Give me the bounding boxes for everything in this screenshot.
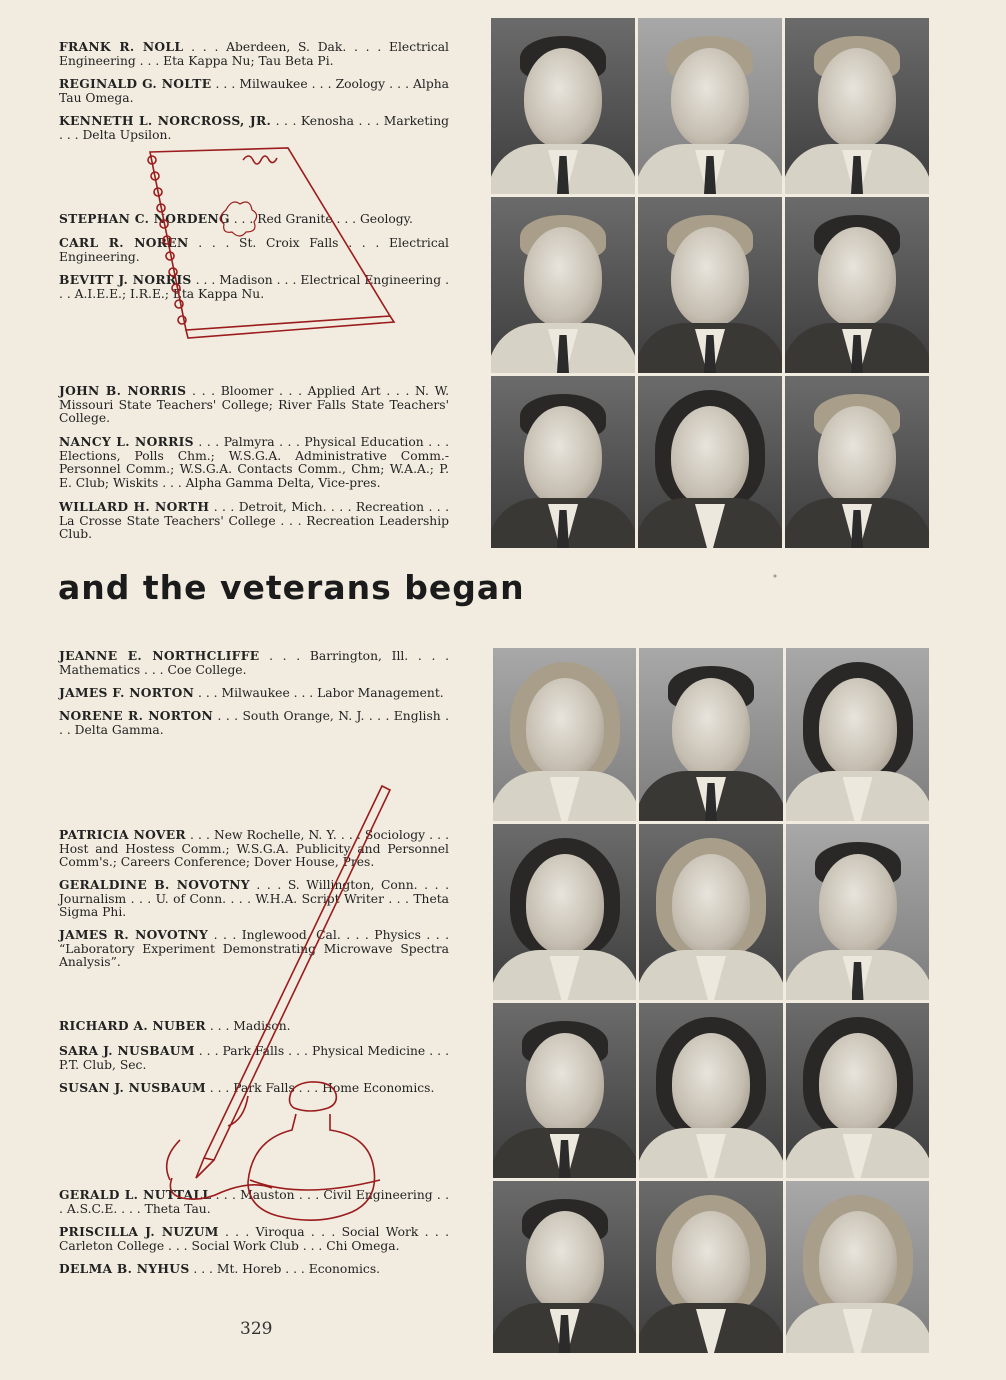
entry-sara-nusbaum (59, 1044, 449, 1072)
entry-carl-noren (59, 236, 449, 264)
entry-details: . . . Bloomer . . . Applied Art . . . N. W. Missouri State Teachers' College; River Falls State Teachers' College. (59, 384, 449, 425)
entry-name: JAMES F. NORTON (59, 685, 195, 700)
entry-details: . . . Mauston . . . Civil Engineering . . . A.S.C.E. . . . Theta Tau. (59, 1188, 449, 1216)
face-shape (672, 854, 750, 954)
face-shape (818, 227, 896, 327)
entry-stephan-nordeng (59, 212, 449, 227)
entry-details: . . . Kenosha . . . Marketing . . . Delta Upsilon. (59, 114, 450, 142)
portrait-photo-kenneth-norcross (785, 18, 929, 194)
portrait-photo-geraldine-novotny (639, 824, 783, 1000)
face-shape (526, 1211, 604, 1311)
entry-details: . . . Milwaukee . . . Labor Management. (194, 686, 444, 700)
face-shape (818, 406, 896, 506)
face-shape (819, 1033, 897, 1133)
face-shape (819, 1211, 897, 1311)
face-shape (672, 1033, 750, 1133)
entry-name: REGINALD G. NOLTE (59, 76, 212, 91)
face-shape (671, 406, 749, 506)
entry-reginald-nolte (59, 77, 449, 105)
entry-name: SARA J. NUSBAUM (59, 1043, 195, 1058)
entry-name: GERALD L. NUTTALL (59, 1187, 212, 1202)
page-number: 329 (240, 1319, 273, 1339)
portrait-photo-priscilla-nuzum (639, 1181, 783, 1353)
entry-details: . . . Madison . . . Electrical Engineering . . . A.I.E.E.; I.R.E.; Eta Kappa Nu. (59, 273, 449, 301)
face-shape (524, 227, 602, 327)
face-shape (819, 854, 897, 954)
entry-delma-nyhus (59, 1262, 449, 1277)
entry-details: . . . Palmyra . . . Physical Education . . . Elections, Polls Chm.; W.S.G.A. Administrative Comm.-Personnel Comm.; W.S.G.A. Contacts Comm., Chm; W.A.A.; P. E. Club; Wiskits . . . Alpha Gamma Delta, Vice-pres. (59, 435, 449, 490)
entry-details: . . . St. Croix Falls . . . Electrical Engineering. (59, 236, 449, 264)
portrait-photo-richard-nuber (493, 1003, 636, 1178)
portrait-photo-carl-noren (638, 197, 782, 373)
entry-details: . . . Detroit, Mich. . . . Recreation . . . La Crosse State Teachers' College . . . Recreation Leadership Club. (59, 500, 450, 541)
entry-gerald-nuttall (59, 1188, 449, 1216)
entry-name: SUSAN J. NUSBAUM (59, 1080, 206, 1095)
entry-name: DELMA B. NYHUS (59, 1261, 190, 1276)
face-shape (819, 678, 897, 778)
entry-frank-noll (59, 40, 449, 68)
entry-name: NORENE R. NORTON (59, 708, 214, 723)
face-shape (526, 678, 604, 778)
section-headline: and the veterans began (58, 568, 525, 607)
entry-details: . . . S. Willington, Conn. . . . Journalism . . . U. of Conn. . . . W.H.A. Script Writer . . . Theta Sigma Phi. (59, 878, 449, 919)
entry-bevitt-norris (59, 273, 449, 301)
portrait-photo-stephan-nordeng (491, 197, 635, 373)
entry-priscilla-nuzum (59, 1225, 449, 1253)
entry-name: KENNETH L. NORCROSS, JR. (59, 113, 272, 128)
entry-name: CARL R. NOREN (59, 235, 189, 250)
face-shape (524, 48, 602, 148)
portrait-photo-james-norton (639, 648, 783, 821)
portrait-photo-delma-nyhus (786, 1181, 929, 1353)
entry-name: PRISCILLA J. NUZUM (59, 1224, 219, 1239)
entry-kenneth-norcross (59, 114, 449, 142)
portrait-photo-patricia-nover (493, 824, 636, 1000)
entry-norene-norton (59, 709, 449, 737)
entry-richard-nuber (59, 1019, 449, 1034)
face-shape (672, 678, 750, 778)
portrait-photo-bevitt-norris (785, 197, 929, 373)
entry-geraldine-novotny (59, 878, 449, 920)
entry-details: . . . Inglewood, Cal. . . . Physics . . . “Laboratory Experiment Demonstrating Microwave Spectra Analysis”. (59, 928, 449, 969)
portrait-photo-reginald-nolte (638, 18, 782, 194)
entry-name: JOHN B. NORRIS (59, 383, 187, 398)
entry-details: . . . Aberdeen, S. Dak. . . . Electrical Engineering . . . Eta Kappa Nu; Tau Beta Pi. (59, 40, 449, 68)
entry-name: RICHARD A. NUBER (59, 1018, 206, 1033)
portrait-photo-nancy-norris (638, 376, 782, 548)
entry-details: . . . South Orange, N. J. . . . English . . . Delta Gamma. (59, 709, 450, 737)
paper-speck (774, 575, 777, 578)
entry-details: . . . Viroqua . . . Social Work . . . Carleton College . . . Social Work Club . . . Chi Omega. (59, 1225, 449, 1253)
entry-willard-north (59, 500, 449, 542)
face-shape (818, 48, 896, 148)
entry-patricia-nover (59, 828, 449, 870)
entry-james-novotny (59, 928, 449, 970)
portrait-photo-norene-norton (786, 648, 929, 821)
portrait-photo-jeanne-northcliffe (493, 648, 636, 821)
entry-details: . . . Park Falls . . . Physical Medicine . . . P.T. Club, Sec. (59, 1044, 449, 1072)
portrait-photo-susan-nusbaum (786, 1003, 929, 1178)
entry-details: . . . Park Falls . . . Home Economics. (205, 1081, 435, 1095)
face-shape (672, 1211, 750, 1311)
entry-details: . . . Milwaukee . . . Zoology . . . Alpha Tau Omega. (59, 77, 449, 105)
face-shape (671, 227, 749, 327)
face-shape (526, 1033, 604, 1133)
face-shape (671, 48, 749, 148)
entry-details: . . . Mt. Horeb . . . Economics. (189, 1262, 381, 1276)
portrait-photo-willard-north (785, 376, 929, 548)
entry-nancy-norris (59, 435, 449, 490)
face-shape (526, 854, 604, 954)
entry-name: NANCY L. NORRIS (59, 434, 194, 449)
entry-jeanne-northcliffe (59, 649, 449, 677)
face-shape (524, 406, 602, 506)
portrait-photo-frank-noll (491, 18, 635, 194)
entry-name: PATRICIA NOVER (59, 827, 186, 842)
entry-name: STEPHAN C. NORDENG (59, 211, 230, 226)
entry-name: GERALDINE B. NOVOTNY (59, 877, 250, 892)
portrait-photo-james-novotny (786, 824, 929, 1000)
entry-details: . . . Barrington, Ill. . . . Mathematics . . . Coe College. (59, 649, 449, 677)
entry-details: . . . Madison. (205, 1019, 291, 1033)
portrait-photo-sara-nusbaum (639, 1003, 783, 1178)
portrait-photo-john-norris (491, 376, 635, 548)
entry-name: WILLARD H. NORTH (59, 499, 210, 514)
entry-john-norris (59, 384, 449, 426)
portrait-grid-bottom (493, 648, 929, 1356)
portrait-photo-gerald-nuttall (493, 1181, 636, 1353)
entry-name: FRANK R. NOLL (59, 39, 184, 54)
entry-susan-nusbaum (59, 1081, 449, 1096)
entry-name: JAMES R. NOVOTNY (59, 927, 209, 942)
portrait-grid-top (491, 18, 929, 548)
entry-name: BEVITT J. NORRIS (59, 272, 192, 287)
entry-details: . . . New Rochelle, N. Y. . . . Sociology . . . Host and Hostess Comm.; W.S.G.A. Publicity and Personnel Comm's.; Careers Conference; Dover House, Pres. (59, 828, 449, 869)
entry-details: . . . Red Granite . . . Geology. (229, 212, 413, 226)
entry-name: JEANNE E. NORTHCLIFFE (59, 648, 260, 663)
entry-james-norton (59, 686, 449, 701)
